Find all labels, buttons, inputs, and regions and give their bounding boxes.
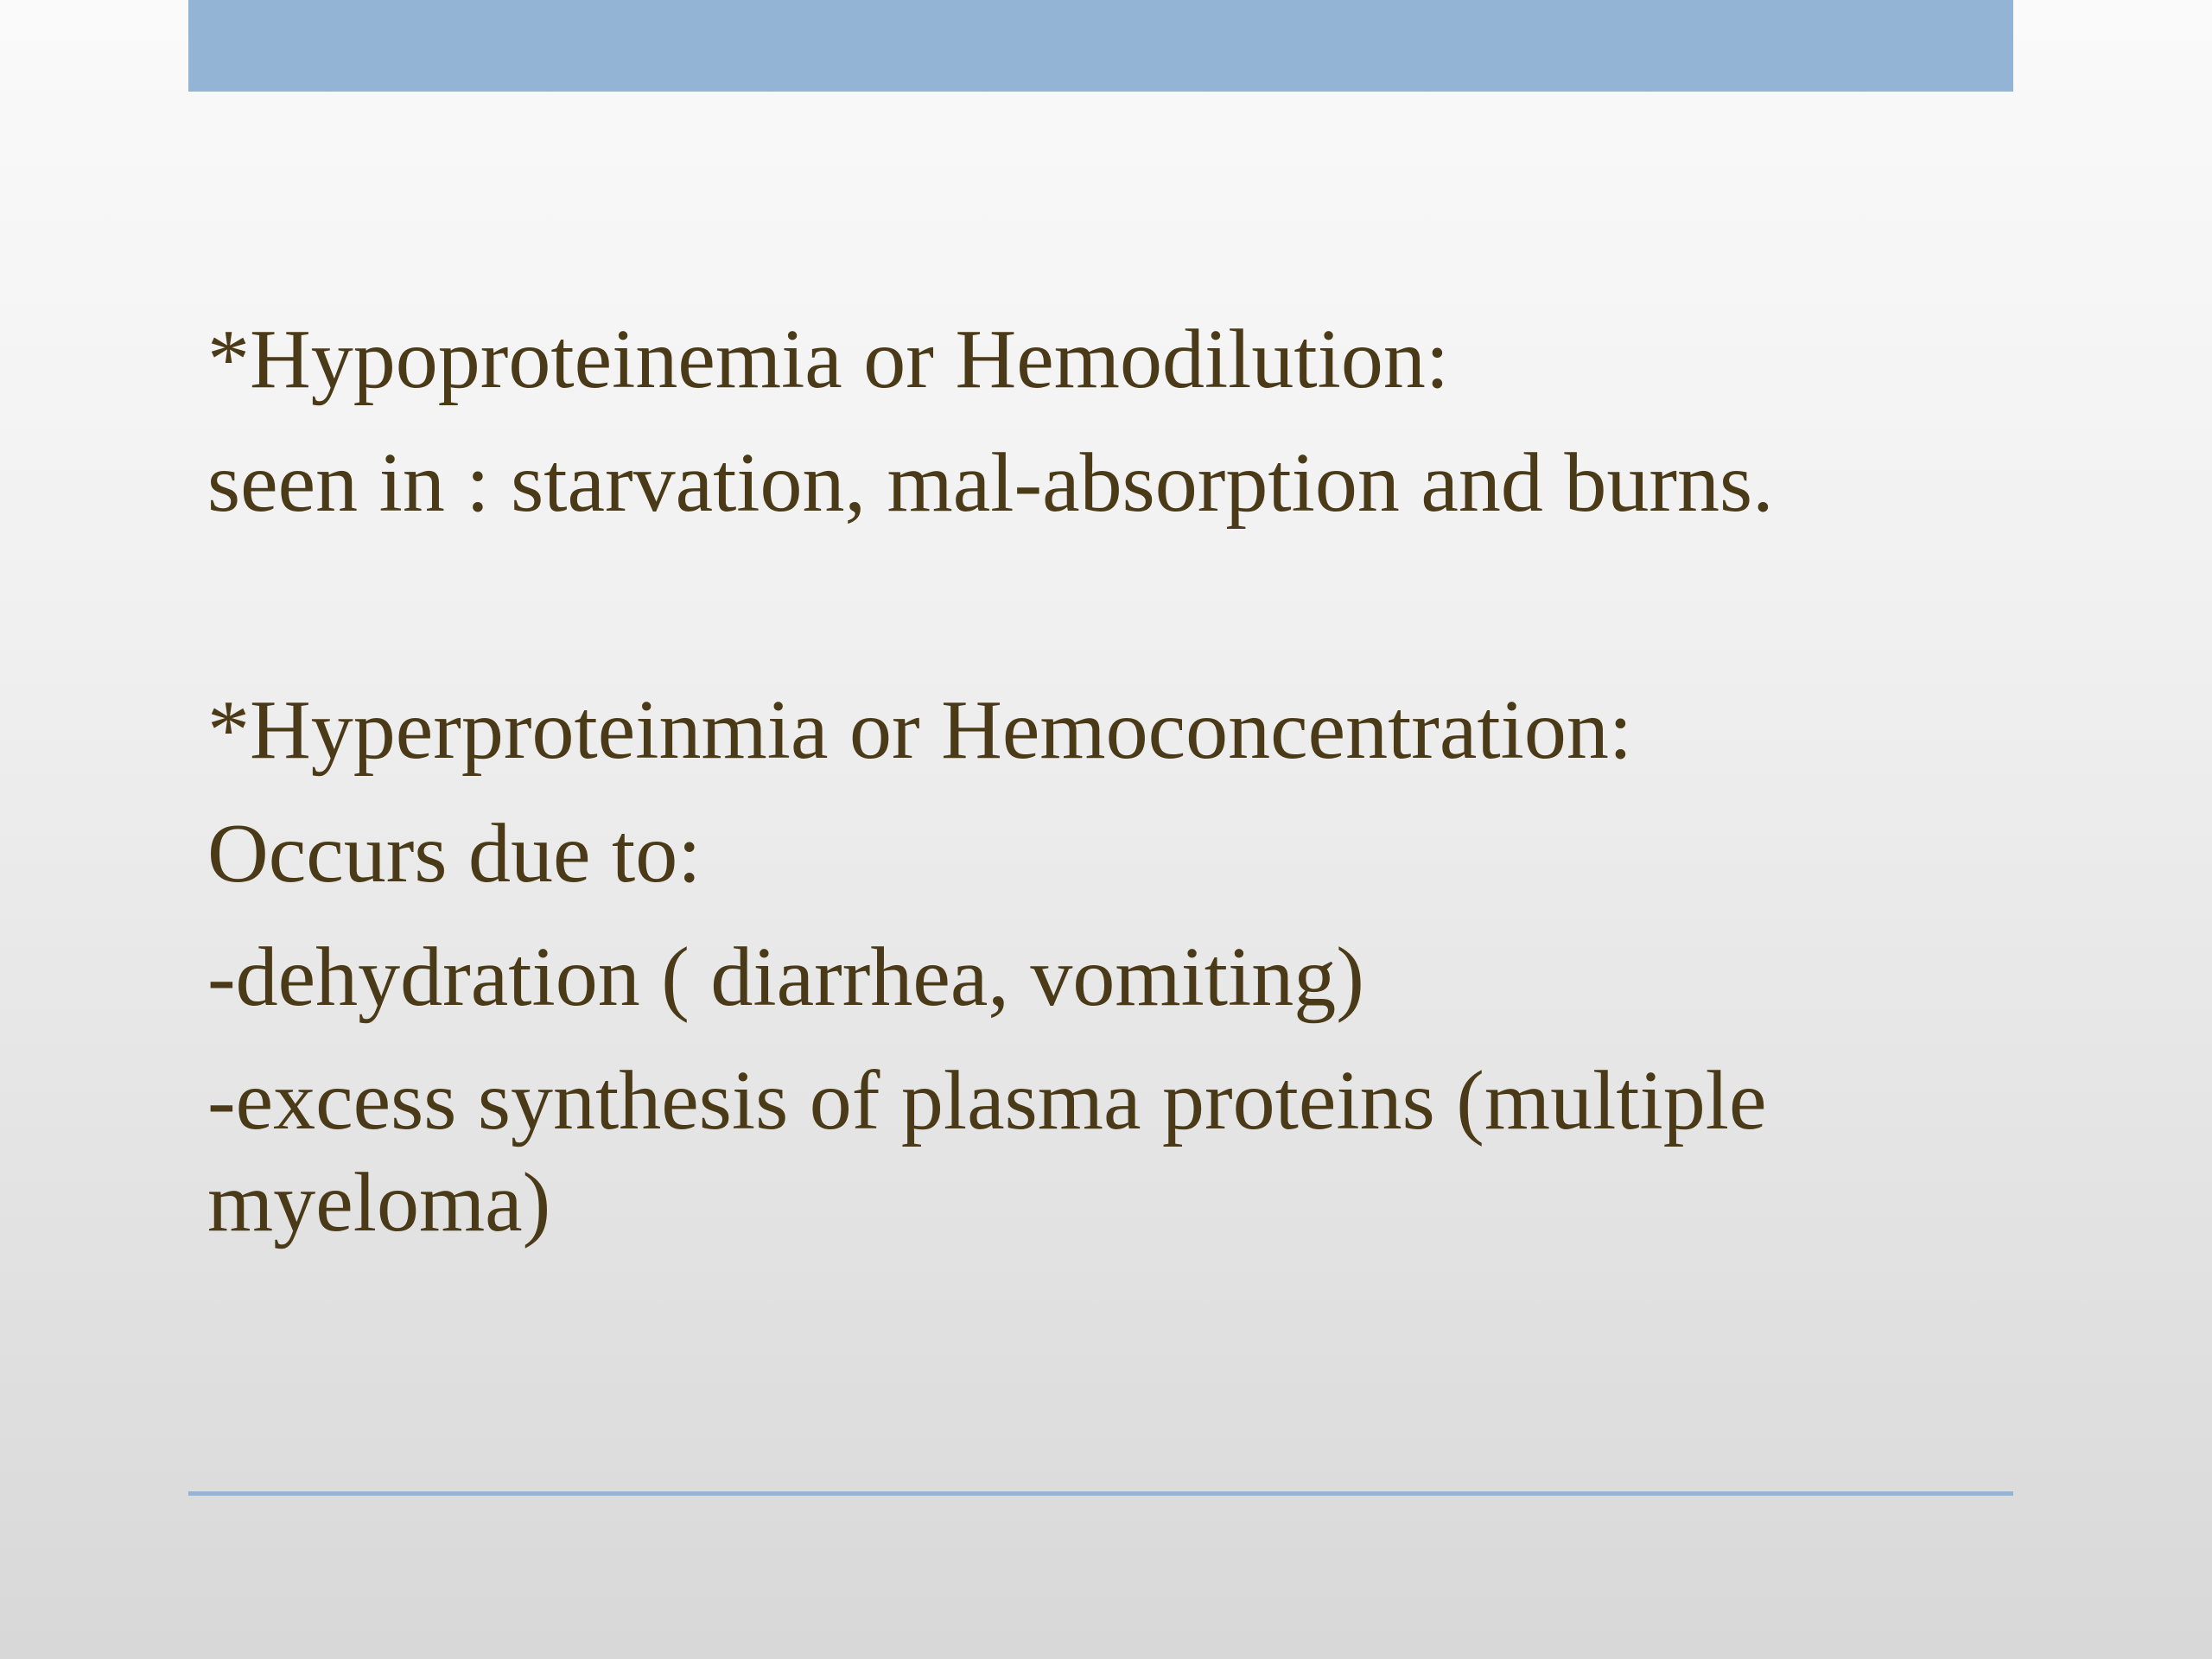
hyperproteinemia-intro: Occurs due to: [207, 807, 702, 900]
excess-synthesis-item: -excess synthesis of plasma proteins (multiple myeloma) [207, 1054, 1767, 1249]
hypoproteinemia-heading: *Hypoproteinemia or Hemodilution: [207, 313, 1450, 406]
top-accent-bar [188, 0, 2013, 92]
slide-body [207, 298, 1936, 1254]
paragraph-spacer [207, 545, 1936, 669]
hyperproteinemia-heading: *Hyperproteinmia or Hemoconcentration: [207, 683, 1633, 777]
hypoproteinemia-causes: seen in : starvation, mal-absorption and burns. [207, 436, 1774, 530]
dehydration-item: -dehydration ( diarrhea, vomiting) [207, 931, 1364, 1024]
bottom-divider-line [188, 1491, 2013, 1496]
